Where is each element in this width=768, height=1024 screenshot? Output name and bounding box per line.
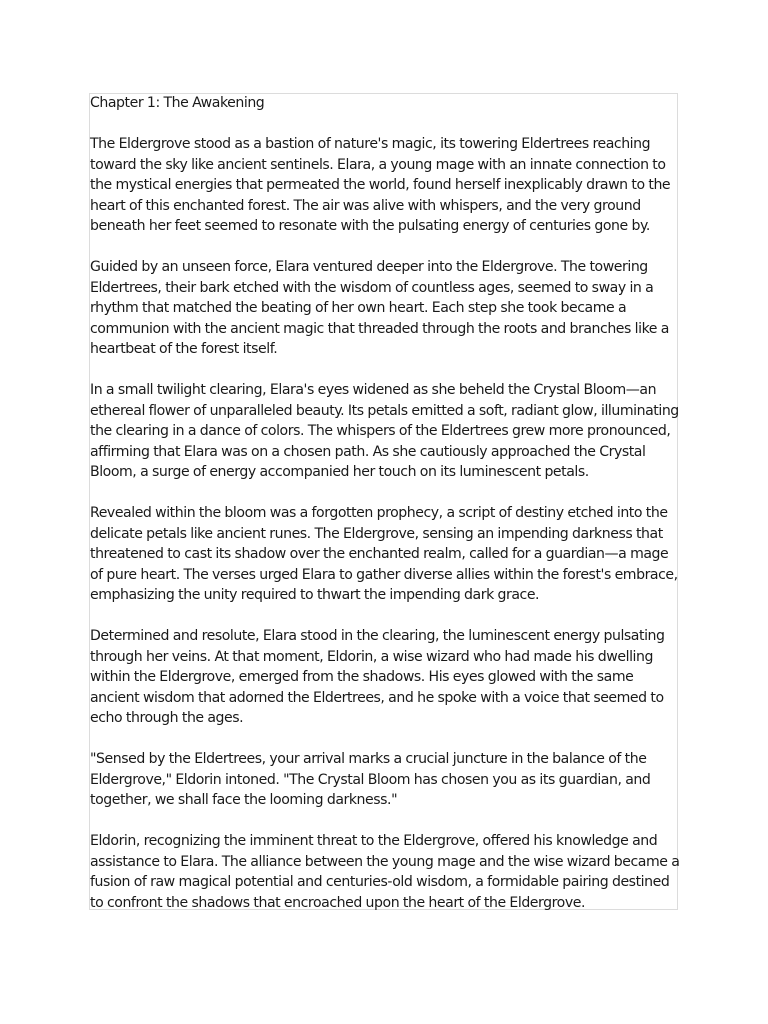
paragraph-1: The Eldergrove stood as a bastion of nature's magic, its towering Eldertrees reaching toward the sky like ancient sentinels. Elara, a young mage with an innate connection to the mystical energies that permeated the world, found herself inexplicably drawn to the heart of this enchanted forest. The air was alive with whispers, and the very ground beneath her feet seemed to resonate with the pulsating energy of centuries gone by. <box>90 136 671 234</box>
paragraph-7: Eldorin, recognizing the imminent threat to the Eldergrove, offered his knowledge and assistance to Elara. The alliance between the young mage and the wise wizard became a fusion of raw magical potential and centuries-old wisdom, a formidable pairing destined to confront the shadows that encroached upon the heart of the Eldergrove. <box>90 833 680 911</box>
chapter-title: Chapter 1: The Awakening <box>90 95 265 111</box>
paragraph-4: Revealed within the bloom was a forgotten prophecy, a script of destiny etched into the delicate petals like ancient runes. The Eldergrove, sensing an impending darkness that threatened to cast its shadow over the enchanted realm, called for a guardian—a mage of pure heart. The verses urged Elara to gather diverse allies within the forest's embrace, emphasizing the unity required to thwart the impending dark grace. <box>90 505 678 603</box>
paragraph-3: In a small twilight clearing, Elara's eyes widened as she beheld the Crystal Bloom—an ethereal flower of unparalleled beauty. Its petals emitted a soft, radiant glow, illuminating the clearing in a dance of colors. The whispers of the Eldertrees grew more pronounced, affirming that Elara was on a chosen path. As she cautiously approached the Crystal Bloom, a surge of energy accompanied her touch on its luminescent petals. <box>90 382 679 480</box>
document-body <box>90 93 680 913</box>
paragraph-6: "Sensed by the Eldertrees, your arrival marks a crucial juncture in the balance of the Eldergrove," Eldorin intoned. "The Crystal Bloom has chosen you as its guardian, and together, we shall face the looming darkness." <box>90 751 651 808</box>
paragraph-2: Guided by an unseen force, Elara ventured deeper into the Eldergrove. The towering Eldertrees, their bark etched with the wisdom of countless ages, seemed to sway in a rhythm that matched the beating of her own heart. Each step she took became a communion with the ancient magic that threaded through the roots and branches like a heartbeat of the forest itself. <box>90 259 669 357</box>
paragraph-5: Determined and resolute, Elara stood in the clearing, the luminescent energy pulsating through her veins. At that moment, Eldorin, a wise wizard who had made his dwelling within the Eldergrove, emerged from the shadows. His eyes glowed with the same ancient wisdom that adorned the Eldertrees, and he spoke with a voice that seemed to echo through the ages. <box>90 628 665 726</box>
